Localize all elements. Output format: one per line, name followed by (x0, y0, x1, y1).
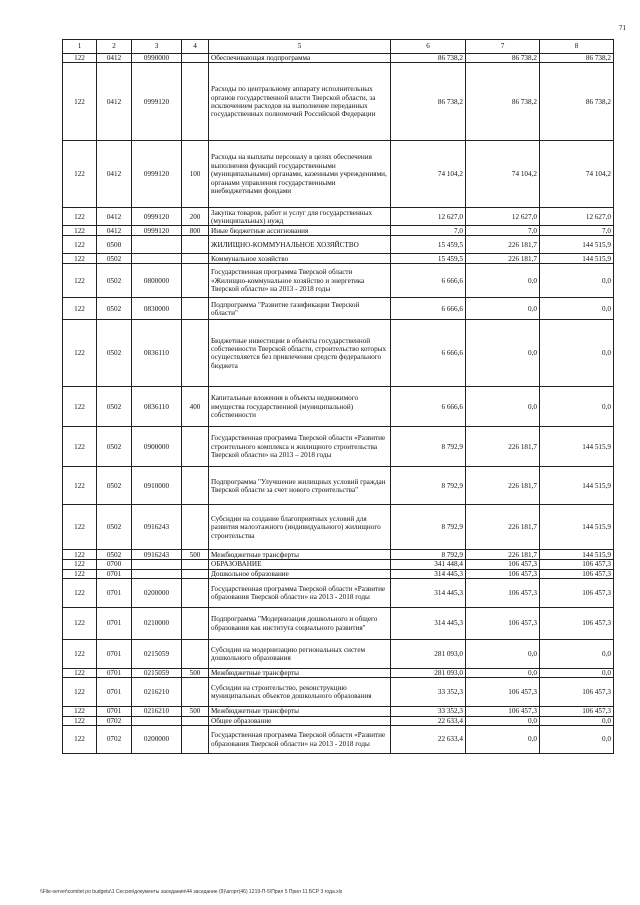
amount-col6-cell: 15 459,5 (391, 254, 466, 264)
amount-col7-cell: 0,0 (466, 264, 540, 298)
amount-col8-cell: 106 457,3 (540, 569, 614, 578)
section-code-cell: 0412 (97, 208, 132, 226)
amount-col8-cell: 74 104,2 (540, 141, 614, 208)
target-code-cell (132, 716, 182, 725)
target-code-cell: 0999120 (132, 226, 182, 236)
amount-col8-cell: 106 457,3 (540, 560, 614, 569)
description-cell: ОБРАЗОВАНИЕ (209, 560, 391, 569)
section-code-cell: 0412 (97, 63, 132, 141)
header-row (63, 40, 614, 54)
target-code-cell: 0999120 (132, 141, 182, 208)
expense-type-cell (182, 505, 209, 550)
amount-col6-cell: 8 792,9 (391, 550, 466, 560)
chapter-code-cell: 122 (63, 427, 97, 467)
description-cell: Бюджетные инвестиции в объекты государственной собственности Тверской области, строительство которых осуществляется без привлечения средств федерального бюджета (209, 320, 391, 387)
description-cell: Государственная программа Тверской области «Развитие строительного комплекса и жилищного строительства Тверской области» на 2013 – 2018 годы (209, 427, 391, 467)
expense-type-cell: 100 (182, 141, 209, 208)
amount-col6-cell: 314 445,3 (391, 579, 466, 608)
table-row (63, 640, 614, 669)
amount-col8-cell: 0,0 (540, 264, 614, 298)
target-code-cell: 0216210 (132, 707, 182, 716)
amount-col8-cell: 144 515,9 (540, 427, 614, 467)
section-code-cell: 0701 (97, 678, 132, 707)
chapter-code-cell: 122 (63, 579, 97, 608)
target-code-cell: 0200000 (132, 726, 182, 754)
table-row (63, 707, 614, 716)
description-cell: Расходы на выплаты персоналу в целях обеспечения выполнения функций государственными (муниципальными) органами, казенными учреждениями, органами управления государственными внебюджетными фондами (209, 141, 391, 208)
table-row (63, 208, 614, 226)
amount-col8-cell: 144 515,9 (540, 236, 614, 254)
table-row (63, 141, 614, 208)
description-cell: Капитальные вложения в объекты недвижимого имущества государственной (муниципальной) собственности (209, 387, 391, 427)
section-code-cell: 0502 (97, 298, 132, 320)
description-cell: Межбюджетные трансферты (209, 707, 391, 716)
chapter-code-cell: 122 (63, 669, 97, 678)
target-code-cell: 0830000 (132, 298, 182, 320)
section-code-cell: 0502 (97, 320, 132, 387)
amount-col6-cell: 22 633,4 (391, 726, 466, 754)
amount-col6-cell: 33 352,3 (391, 678, 466, 707)
target-code-cell: 0215059 (132, 640, 182, 669)
amount-col7-cell: 106 457,3 (466, 569, 540, 578)
amount-col7-cell: 7,0 (466, 226, 540, 236)
amount-col6-cell: 86 738,2 (391, 63, 466, 141)
table-row (63, 726, 614, 754)
table-row (63, 298, 614, 320)
amount-col6-cell: 8 792,9 (391, 505, 466, 550)
amount-col8-cell: 12 627,0 (540, 208, 614, 226)
amount-col6-cell: 6 666,6 (391, 387, 466, 427)
expense-type-cell: 400 (182, 387, 209, 427)
section-code-cell: 0702 (97, 726, 132, 754)
chapter-code-cell: 122 (63, 716, 97, 725)
table-row (63, 678, 614, 707)
header-cell: 4 (182, 40, 209, 54)
target-code-cell: 0836110 (132, 320, 182, 387)
table-row (63, 226, 614, 236)
chapter-code-cell: 122 (63, 678, 97, 707)
chapter-code-cell: 122 (63, 236, 97, 254)
target-code-cell (132, 254, 182, 264)
amount-col6-cell: 86 738,2 (391, 54, 466, 63)
amount-col7-cell: 86 738,2 (466, 54, 540, 63)
expense-type-cell: 800 (182, 226, 209, 236)
target-code-cell: 0916243 (132, 550, 182, 560)
amount-col7-cell: 0,0 (466, 726, 540, 754)
amount-col6-cell: 281 093,0 (391, 640, 466, 669)
target-code-cell: 0210000 (132, 608, 182, 640)
section-code-cell: 0412 (97, 54, 132, 63)
amount-col8-cell: 144 515,9 (540, 254, 614, 264)
section-code-cell: 0502 (97, 254, 132, 264)
section-code-cell: 0701 (97, 608, 132, 640)
expense-type-cell (182, 427, 209, 467)
amount-col6-cell: 15 459,5 (391, 236, 466, 254)
section-code-cell: 0502 (97, 505, 132, 550)
amount-col7-cell: 0,0 (466, 298, 540, 320)
amount-col8-cell: 0,0 (540, 298, 614, 320)
description-cell: Межбюджетные трансферты (209, 550, 391, 560)
chapter-code-cell: 122 (63, 505, 97, 550)
section-code-cell: 0502 (97, 387, 132, 427)
section-code-cell: 0502 (97, 550, 132, 560)
amount-col7-cell: 226 181,7 (466, 550, 540, 560)
expense-type-cell: 500 (182, 707, 209, 716)
amount-col8-cell: 106 457,3 (540, 707, 614, 716)
chapter-code-cell: 122 (63, 320, 97, 387)
page-number: 71 (619, 24, 626, 32)
amount-col7-cell: 106 457,3 (466, 707, 540, 716)
amount-col7-cell: 226 181,7 (466, 505, 540, 550)
amount-col7-cell: 106 457,3 (466, 579, 540, 608)
chapter-code-cell: 122 (63, 726, 97, 754)
description-cell: Субсидии на создание благоприятных условий для развития малоэтажного (индивидуального) жилищного строительства (209, 505, 391, 550)
chapter-code-cell: 122 (63, 387, 97, 427)
table-row (63, 320, 614, 387)
target-code-cell (132, 560, 182, 569)
description-cell: Обеспечивающая подпрограмма (209, 54, 391, 63)
target-code-cell: 0215059 (132, 669, 182, 678)
amount-col7-cell: 106 457,3 (466, 608, 540, 640)
target-code-cell (132, 236, 182, 254)
table-row (63, 550, 614, 560)
amount-col7-cell: 74 104,2 (466, 141, 540, 208)
target-code-cell (132, 569, 182, 578)
chapter-code-cell: 122 (63, 254, 97, 264)
description-cell: Дошкольное образование (209, 569, 391, 578)
expense-type-cell (182, 678, 209, 707)
amount-col7-cell: 226 181,7 (466, 467, 540, 505)
table-row (63, 387, 614, 427)
chapter-code-cell: 122 (63, 298, 97, 320)
amount-col7-cell: 106 457,3 (466, 678, 540, 707)
table-row (63, 579, 614, 608)
section-code-cell: 0502 (97, 467, 132, 505)
expense-type-cell (182, 716, 209, 725)
expense-type-cell (182, 640, 209, 669)
amount-col7-cell: 226 181,7 (466, 236, 540, 254)
section-code-cell: 0701 (97, 669, 132, 678)
description-cell: Субсидии на модернизацию региональных систем дошкольного образования (209, 640, 391, 669)
table-row (63, 427, 614, 467)
table-row (63, 264, 614, 298)
amount-col6-cell: 33 352,3 (391, 707, 466, 716)
amount-col8-cell: 0,0 (540, 669, 614, 678)
amount-col7-cell: 0,0 (466, 716, 540, 725)
header-cell: 6 (391, 40, 466, 54)
table-row (63, 669, 614, 678)
header-cell: 3 (132, 40, 182, 54)
budget-table (62, 39, 614, 754)
expense-type-cell (182, 608, 209, 640)
chapter-code-cell: 122 (63, 264, 97, 298)
amount-col6-cell: 281 093,0 (391, 669, 466, 678)
amount-col8-cell: 106 457,3 (540, 678, 614, 707)
amount-col7-cell: 226 181,7 (466, 254, 540, 264)
chapter-code-cell: 122 (63, 707, 97, 716)
target-code-cell: 0999120 (132, 63, 182, 141)
expense-type-cell: 500 (182, 550, 209, 560)
header-cell: 5 (209, 40, 391, 54)
table-row (63, 467, 614, 505)
amount-col6-cell: 314 445,3 (391, 569, 466, 578)
amount-col8-cell: 0,0 (540, 387, 614, 427)
table-row (63, 560, 614, 569)
expense-type-cell (182, 560, 209, 569)
description-cell: Расходы по центральному аппарату исполнительных органов государственной власти Тверской области, за исключением расходов на выполнение переданных государственных полномочий Российской Федерации (209, 63, 391, 141)
section-code-cell: 0702 (97, 716, 132, 725)
table-row (63, 505, 614, 550)
chapter-code-cell: 122 (63, 560, 97, 569)
header-cell: 2 (97, 40, 132, 54)
description-cell: Общее образование (209, 716, 391, 725)
expense-type-cell (182, 298, 209, 320)
target-code-cell: 0999120 (132, 208, 182, 226)
description-cell: Закупка товаров, работ и услуг для государственных (муниципальных) нужд (209, 208, 391, 226)
section-code-cell: 0502 (97, 264, 132, 298)
amount-col6-cell: 12 627,0 (391, 208, 466, 226)
file-path-footer: \\File-server\comitet po budgetu\1 Сессия\документы заседания\44 заседание (9)\агорт(46) 1219-П-5\Прил 5 Прил 11 БСР 3 года.xls (40, 889, 343, 895)
section-code-cell: 0700 (97, 560, 132, 569)
header-cell: 7 (466, 40, 540, 54)
amount-col7-cell: 86 738,2 (466, 63, 540, 141)
amount-col8-cell: 86 738,2 (540, 63, 614, 141)
amount-col6-cell: 341 448,4 (391, 560, 466, 569)
expense-type-cell (182, 236, 209, 254)
chapter-code-cell: 122 (63, 226, 97, 236)
target-code-cell: 0916243 (132, 505, 182, 550)
amount-col8-cell: 7,0 (540, 226, 614, 236)
chapter-code-cell: 122 (63, 208, 97, 226)
amount-col7-cell: 0,0 (466, 640, 540, 669)
target-code-cell: 0216210 (132, 678, 182, 707)
table-row (63, 63, 614, 141)
amount-col6-cell: 6 666,6 (391, 264, 466, 298)
chapter-code-cell: 122 (63, 608, 97, 640)
section-code-cell: 0701 (97, 640, 132, 669)
expense-type-cell (182, 726, 209, 754)
chapter-code-cell: 122 (63, 640, 97, 669)
amount-col8-cell: 106 457,3 (540, 608, 614, 640)
section-code-cell: 0701 (97, 569, 132, 578)
expense-type-cell (182, 264, 209, 298)
amount-col6-cell: 74 104,2 (391, 141, 466, 208)
description-cell: Субсидии на строительство, реконструкцию муниципальных объектов дошкольного образования (209, 678, 391, 707)
section-code-cell: 0412 (97, 226, 132, 236)
header-cell: 8 (540, 40, 614, 54)
description-cell: Государственная программа Тверской области «Развитие образования Тверской области» на 2013 - 2018 годы (209, 579, 391, 608)
table-row (63, 236, 614, 254)
expense-type-cell (182, 467, 209, 505)
header-cell: 1 (63, 40, 97, 54)
amount-col8-cell: 144 515,9 (540, 550, 614, 560)
description-cell: Подпрограмма "Улучшение жилищных условий граждан Тверской области за счет нового строительства" (209, 467, 391, 505)
amount-col8-cell: 144 515,9 (540, 505, 614, 550)
section-code-cell: 0500 (97, 236, 132, 254)
expense-type-cell (182, 63, 209, 141)
description-cell: Государственная программа Тверской области «Жилищно-коммунальное хозяйство и энергетика Тверской области» на 2013 - 2018 годы (209, 264, 391, 298)
chapter-code-cell: 122 (63, 569, 97, 578)
amount-col7-cell: 106 457,3 (466, 560, 540, 569)
expense-type-cell (182, 320, 209, 387)
section-code-cell: 0412 (97, 141, 132, 208)
amount-col6-cell: 6 666,6 (391, 320, 466, 387)
target-code-cell: 0836110 (132, 387, 182, 427)
amount-col8-cell: 0,0 (540, 726, 614, 754)
expense-type-cell (182, 54, 209, 63)
table-row (63, 254, 614, 264)
amount-col8-cell: 86 738,2 (540, 54, 614, 63)
amount-col7-cell: 0,0 (466, 669, 540, 678)
chapter-code-cell: 122 (63, 141, 97, 208)
amount-col6-cell: 8 792,9 (391, 427, 466, 467)
amount-col8-cell: 0,0 (540, 320, 614, 387)
chapter-code-cell: 122 (63, 63, 97, 141)
amount-col8-cell: 106 457,3 (540, 579, 614, 608)
chapter-code-cell: 122 (63, 550, 97, 560)
expense-type-cell (182, 254, 209, 264)
amount-col8-cell: 0,0 (540, 640, 614, 669)
expense-type-cell: 500 (182, 669, 209, 678)
target-code-cell: 0900000 (132, 427, 182, 467)
amount-col6-cell: 8 792,9 (391, 467, 466, 505)
table-row (63, 569, 614, 578)
description-cell: Межбюджетные трансферты (209, 669, 391, 678)
amount-col8-cell: 0,0 (540, 716, 614, 725)
chapter-code-cell: 122 (63, 54, 97, 63)
expense-type-cell (182, 569, 209, 578)
amount-col7-cell: 12 627,0 (466, 208, 540, 226)
chapter-code-cell: 122 (63, 467, 97, 505)
expense-type-cell: 200 (182, 208, 209, 226)
section-code-cell: 0701 (97, 579, 132, 608)
target-code-cell: 0800000 (132, 264, 182, 298)
amount-col6-cell: 7,0 (391, 226, 466, 236)
table-row (63, 716, 614, 725)
description-cell: Иные бюджетные ассигнования (209, 226, 391, 236)
section-code-cell: 0701 (97, 707, 132, 716)
description-cell: ЖИЛИЩНО-КОММУНАЛЬНОЕ ХОЗЯЙСТВО (209, 236, 391, 254)
amount-col7-cell: 0,0 (466, 320, 540, 387)
amount-col6-cell: 6 666,6 (391, 298, 466, 320)
description-cell: Подпрограмма "Модернизация дошкольного и общего образования как института социального развития" (209, 608, 391, 640)
amount-col6-cell: 314 445,3 (391, 608, 466, 640)
table-row (63, 54, 614, 63)
target-code-cell: 0910000 (132, 467, 182, 505)
amount-col7-cell: 226 181,7 (466, 427, 540, 467)
description-cell: Государственная программа Тверской области «Развитие образования Тверской области» на 2013 - 2018 годы (209, 726, 391, 754)
target-code-cell: 0990000 (132, 54, 182, 63)
target-code-cell: 0200000 (132, 579, 182, 608)
description-cell: Подпрограмма "Развитие газификации Тверской области" (209, 298, 391, 320)
amount-col7-cell: 0,0 (466, 387, 540, 427)
section-code-cell: 0502 (97, 427, 132, 467)
amount-col8-cell: 144 515,9 (540, 467, 614, 505)
expense-type-cell (182, 579, 209, 608)
description-cell: Коммунальное хозяйство (209, 254, 391, 264)
amount-col6-cell: 22 633,4 (391, 716, 466, 725)
table-row (63, 608, 614, 640)
